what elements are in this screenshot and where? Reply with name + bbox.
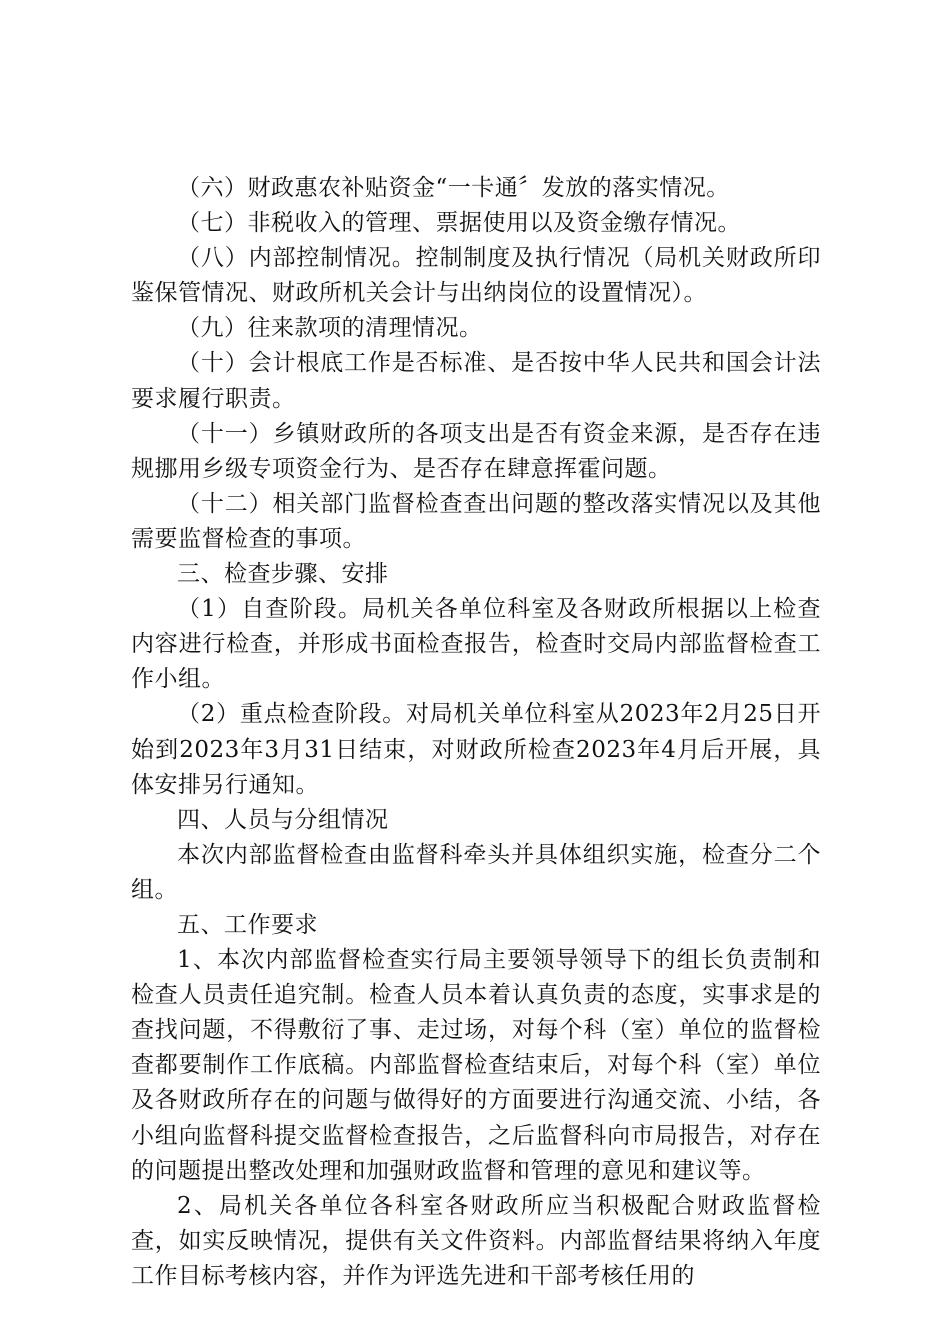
paragraph-item-9: （九）往来款项的清理情况。: [177, 315, 483, 342]
section-heading-requirements: 五、工作要求: [177, 911, 318, 938]
step-key-inspection: （2）重点检查阶段。对局机关单位科室从2023年2月25日开始到2023年3月31日结束，对财政所检查2023年4月后开展，具体安排另行通知。: [131, 701, 821, 798]
step-self-check: （1）自查阶段。局机关各单位科室及各财政所根据以上检查内容进行检查，并形成书面检查报告，检查时交局内部监督检查工作小组。: [131, 596, 821, 693]
requirement-2: 2、局机关各单位各科室各财政所应当积极配合财政监督检查，如实反映情况，提供有关文件资料。内部监督结果将纳入年度工作目标考核内容，并作为评选先进和干部考核任用的: [131, 1192, 821, 1289]
section-heading-steps: 三、检查步骤、安排: [177, 561, 389, 588]
paragraph-item-6: （六）财政惠农补贴资金“一卡通〞发放的落实情况。: [177, 175, 730, 201]
paragraph-item-12: （十二）相关部门监督检查查出问题的整改落实情况以及其他需要监督检查的事项。: [131, 490, 821, 552]
personnel-description: 本次内部监督检查由监督科牵头并具体组织实施，检查分二个组。: [131, 841, 821, 903]
section-heading-personnel: 四、人员与分组情况: [177, 806, 389, 833]
paragraph-item-11: （十一）乡镇财政所的各项支出是否有资金来源，是否存在违规挪用乡级专项资金行为、是否存在肆意挥霍问题。: [131, 420, 821, 482]
paragraph-item-10: （十）会计根底工作是否标准、是否按中华人民共和国会计法要求履行职责。: [131, 350, 821, 412]
requirement-1: 1、本次内部监督检查实行局主要领导领导下的组长负责制和检查人员责任追究制。检查人员本着认真负责的态度，实事求是的查找问题，不得敷衍了事、走过场，对每个科（室）单位的监督检查都要制作工作底稿。内部监督检查结束后，对每个科（室）单位及各财政所存在的问题与做得好的方面要进行沟通交流、小结，各小组向监督科提交监督检查报告，之后监督科向市局报告，对存在的问题提出整改处理和加强财政监督和管理的意见和建议等。: [131, 947, 821, 1184]
paragraph-item-8: （八）内部控制情况。控制制度及执行情况（局机关财政所印鉴保管情况、财政所机关会计与出纳岗位的设置情况）。: [131, 245, 821, 307]
paragraph-item-7: （七）非税收入的管理、票据使用以及资金缴存情况。: [177, 210, 741, 237]
document-body: [131, 171, 821, 1294]
